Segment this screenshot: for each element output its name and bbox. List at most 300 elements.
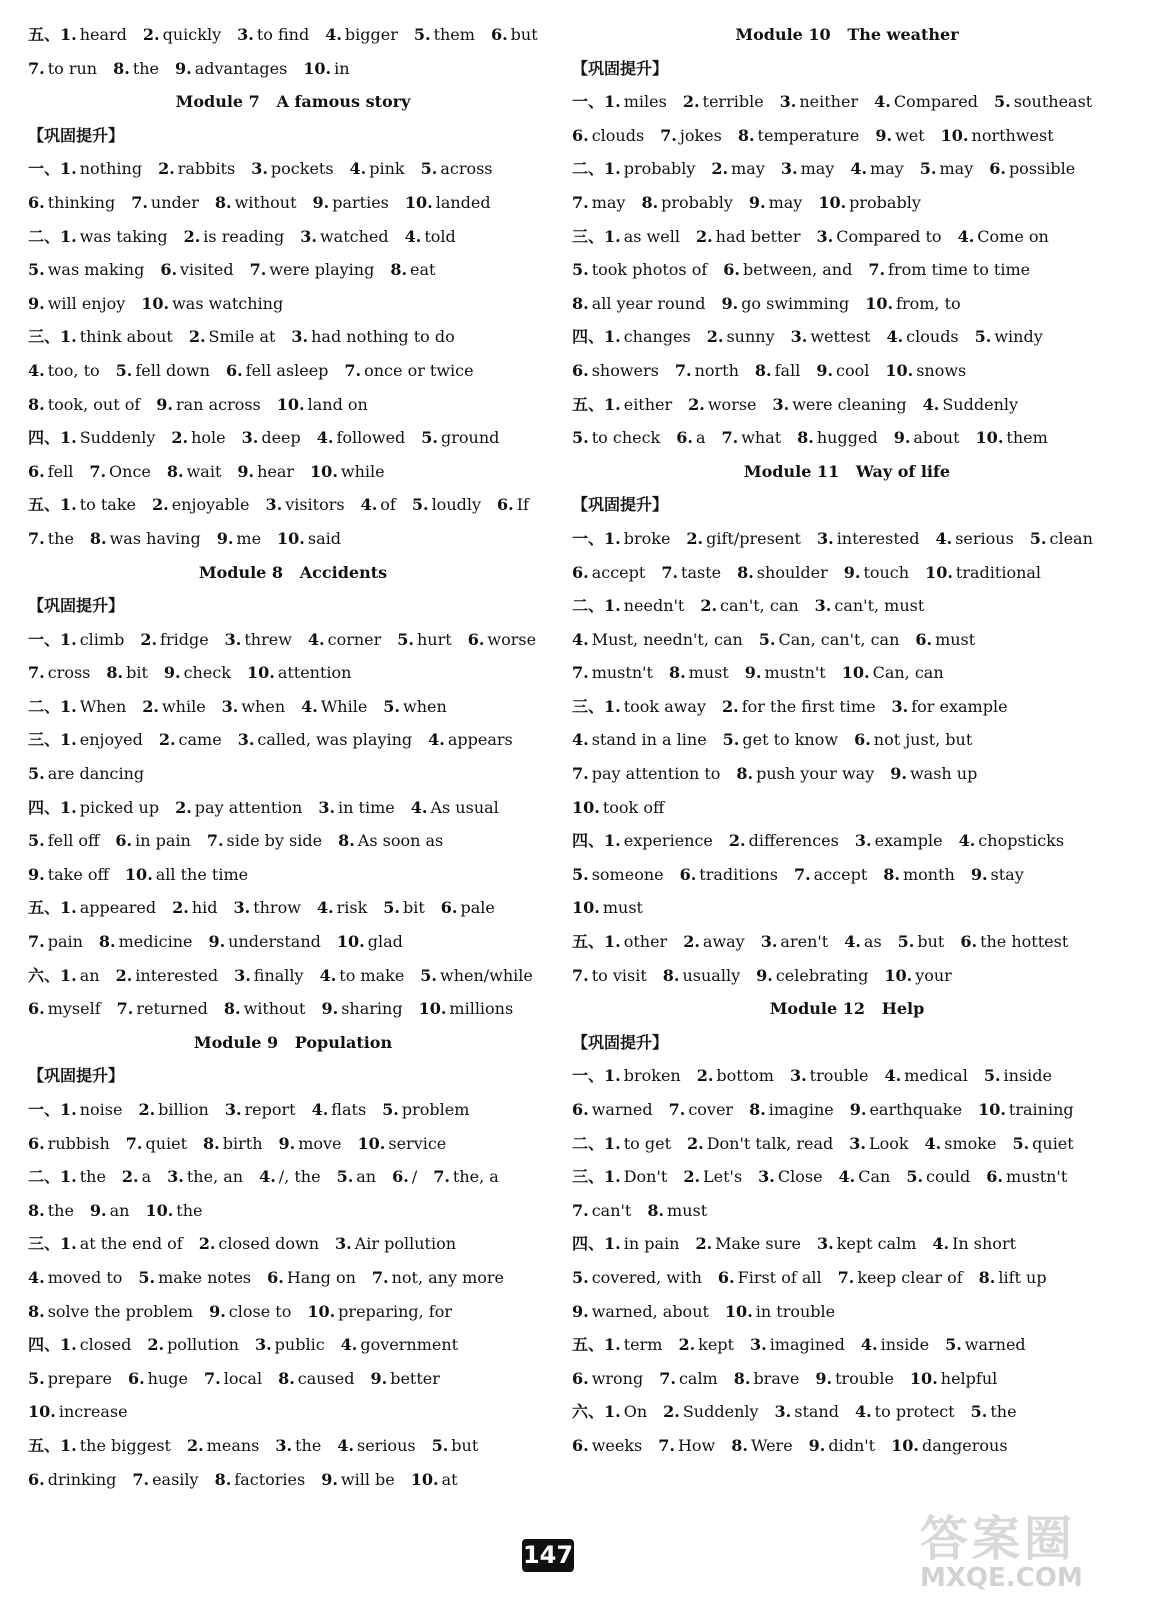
item-number: 7. [131, 192, 148, 212]
answer-text: north [694, 360, 739, 380]
answer-line [28, 1364, 558, 1398]
answer-item [215, 193, 297, 212]
item-number: 9. [893, 428, 911, 448]
answer-line [28, 625, 558, 659]
answer-item [986, 1167, 1067, 1186]
answer-item [203, 1134, 262, 1153]
answer-item [707, 327, 775, 346]
answer-item [572, 327, 691, 346]
item-number: 9. [849, 1100, 867, 1119]
item-number: 2. [171, 428, 189, 448]
answer-item [28, 25, 127, 44]
item-number: 7. [572, 764, 589, 784]
answer-text: usually [682, 965, 741, 985]
answer-item [344, 361, 473, 380]
answer-item [722, 428, 782, 447]
answer-line [28, 961, 558, 995]
answer-text: neither [799, 92, 859, 112]
item-number: 2. [138, 1100, 156, 1119]
item-number: 7. [125, 1133, 143, 1153]
answer-item [222, 697, 285, 716]
answer-item [277, 529, 341, 548]
section-heading: 【巩固提升】 [572, 58, 669, 78]
answer-text: fell [47, 461, 74, 481]
answer-item [1030, 529, 1093, 548]
item-number: 6. [28, 1133, 45, 1153]
answer-text: move [298, 1133, 342, 1153]
item-number: 3. [758, 1167, 775, 1187]
answer-text: flats [331, 1100, 367, 1119]
answer-item [405, 193, 491, 212]
module-title: Module 11 Way of life [743, 461, 951, 481]
module-title: Module 12 Help [769, 999, 925, 1019]
answer-item [28, 1302, 193, 1321]
item-number: 7. [837, 1267, 855, 1287]
item-number: 6. [160, 260, 178, 280]
item-number: 二、1. [572, 1133, 621, 1153]
answer-text: followed [336, 428, 406, 448]
answer-item [28, 159, 142, 178]
item-number: 5. [906, 1167, 924, 1187]
answer-item [572, 193, 625, 212]
answer-line [28, 390, 558, 424]
answer-item [890, 764, 977, 783]
answer-text: didn't [828, 1435, 876, 1455]
answer-item [321, 1470, 395, 1489]
answer-item [683, 1167, 742, 1186]
section-heading: 【巩固提升】 [28, 596, 125, 616]
item-number: 3. [275, 1435, 293, 1455]
answer-item [428, 730, 513, 749]
item-number: 4. [337, 1435, 354, 1455]
answer-text: took photos of [591, 260, 708, 280]
item-number: 8. [214, 192, 232, 212]
answer-item [572, 126, 644, 145]
item-number: 8. [797, 428, 814, 448]
answer-item [421, 159, 493, 178]
item-number: 3. [224, 1100, 242, 1119]
answer-text: will enjoy [47, 293, 126, 313]
answer-item [680, 865, 778, 884]
answer-item [661, 563, 721, 582]
item-number: 2. [700, 596, 718, 616]
answer-line [28, 356, 558, 390]
answer-line [572, 356, 1122, 390]
answer-item [572, 730, 707, 749]
item-number: 10. [276, 394, 305, 414]
item-number: 5. [1029, 528, 1047, 548]
item-number: 2. [188, 327, 206, 347]
answer-text: pain [47, 932, 83, 952]
answer-line [28, 1162, 558, 1196]
item-number: 10. [124, 864, 153, 884]
answer-item [267, 1268, 356, 1287]
answer-text: finally [253, 965, 304, 985]
answer-text: accept [813, 864, 868, 884]
item-number: 6. [28, 999, 45, 1019]
answer-text: was having [109, 528, 201, 548]
item-number: 9. [175, 58, 192, 78]
answer-text: Were [750, 1435, 793, 1455]
answer-text: government [360, 1335, 459, 1355]
item-number: 3. [816, 1234, 834, 1254]
answer-item [217, 529, 261, 548]
answer-text: fall [774, 360, 801, 380]
answer-item [756, 966, 868, 985]
item-number: 6. [572, 360, 589, 380]
answer-text: caused [297, 1368, 355, 1388]
answer-text: stand [794, 1402, 839, 1422]
answer-item [683, 92, 764, 111]
answer-item [780, 92, 858, 111]
answer-item [906, 1167, 970, 1186]
answer-line [28, 1263, 558, 1297]
item-number: 8. [98, 932, 116, 952]
item-number: 10. [572, 797, 600, 817]
answer-item [335, 1234, 456, 1253]
answer-text: the, an [186, 1167, 244, 1187]
answer-text: the [79, 1167, 106, 1187]
answer-text: service [388, 1133, 447, 1153]
answer-item [975, 327, 1043, 346]
answer-item [156, 395, 260, 414]
answer-item [175, 59, 287, 78]
answer-text: mustn't [1006, 1167, 1068, 1187]
answer-item [729, 831, 839, 850]
item-number: 5. [919, 159, 937, 179]
item-number: 3. [237, 730, 255, 750]
item-number: 2. [147, 1335, 165, 1355]
answer-item [28, 999, 101, 1018]
item-number: 6. [717, 1267, 735, 1287]
answer-text: easily [152, 1469, 199, 1489]
answer-text: could [926, 1167, 971, 1187]
answer-text: Can, can [872, 663, 944, 683]
answer-item [164, 663, 231, 682]
item-number: 6. [115, 831, 133, 851]
answer-item [160, 260, 233, 279]
answer-item [125, 865, 248, 884]
answer-item [237, 25, 309, 44]
item-number: 4. [860, 1335, 878, 1355]
answer-text: but [510, 25, 538, 44]
answer-text: Close [777, 1167, 823, 1187]
answer-text: smoke [944, 1133, 997, 1153]
answer-text: Don't [623, 1167, 668, 1187]
answer-text: me [236, 528, 262, 548]
answer-line [572, 893, 1122, 927]
item-number: 4. [28, 1267, 45, 1287]
item-number: 2. [696, 1066, 714, 1086]
item-number: 3. [335, 1234, 352, 1254]
item-number: 三、1. [28, 327, 77, 347]
answer-text: Compared to [836, 226, 942, 246]
answer-text: attention [277, 663, 352, 683]
answer-text: had nothing to do [311, 327, 455, 347]
answer-text: inside [1003, 1066, 1053, 1086]
answer-item [300, 227, 388, 246]
answer-item [794, 865, 867, 884]
answer-item [838, 1268, 963, 1287]
item-number: 10. [418, 999, 447, 1019]
answer-item [90, 529, 201, 548]
answer-text: pollution [167, 1335, 239, 1355]
answer-item [28, 831, 99, 850]
answer-item [736, 764, 874, 783]
answer-item [361, 495, 396, 514]
answer-item [115, 831, 190, 850]
answer-text: about [913, 428, 960, 448]
answer-text: can't [591, 1200, 632, 1220]
answer-item [397, 630, 451, 649]
answer-item [572, 1302, 709, 1321]
answer-text: while [161, 696, 206, 716]
answer-text: southeast [1013, 92, 1093, 112]
item-number: 4. [932, 1234, 950, 1254]
answer-text: other [623, 932, 668, 952]
item-number: 6. [572, 125, 589, 145]
item-number: 10. [865, 293, 894, 313]
item-number: 8. [223, 999, 241, 1019]
item-number: 3. [760, 932, 778, 952]
answer-item [143, 25, 221, 44]
answer-text: trouble [835, 1368, 894, 1388]
item-number: 6. [28, 461, 45, 481]
answer-text: will be [340, 1469, 395, 1489]
item-number: 9. [312, 192, 330, 212]
item-number: 6. [572, 1368, 589, 1388]
item-number: 4. [572, 730, 589, 750]
answer-item [815, 1369, 894, 1388]
item-number: 三、1. [572, 226, 621, 246]
answer-item [207, 831, 322, 850]
answer-item [147, 1335, 239, 1354]
answer-item [204, 1369, 262, 1388]
item-number: 9. [843, 562, 861, 582]
answer-text: wrong [591, 1368, 644, 1388]
answer-item [775, 1402, 839, 1421]
answer-item [28, 227, 168, 246]
answer-text: are dancing [47, 764, 145, 784]
answer-item [28, 630, 124, 649]
item-number: 2. [663, 1402, 680, 1422]
answer-text: enjoyed [79, 730, 143, 750]
item-number: 5. [994, 92, 1011, 112]
item-number: 8. [749, 1100, 766, 1119]
item-number: 6. [467, 629, 485, 649]
item-number: 5. [421, 428, 438, 448]
item-number: 5. [383, 898, 400, 918]
item-number: 10. [891, 1435, 919, 1455]
answer-text: increase [58, 1402, 128, 1422]
answer-text: accept [591, 562, 646, 582]
item-number: 7. [433, 1167, 450, 1187]
answer-text: not just, but [873, 730, 973, 750]
item-number: 3. [816, 528, 834, 548]
item-number: 10. [940, 125, 969, 145]
answer-item [338, 831, 443, 850]
item-number: 10. [357, 1133, 386, 1153]
answer-item [658, 1436, 715, 1455]
answer-text: took away [623, 696, 707, 716]
answer-item [749, 1100, 834, 1119]
answer-text: had better [715, 226, 801, 246]
answer-text: bigger [344, 25, 398, 44]
answer-text: When [79, 696, 127, 716]
answer-item [28, 1134, 110, 1153]
item-number: 3. [251, 159, 268, 179]
answer-item [159, 730, 222, 749]
answer-item [117, 999, 208, 1018]
item-number: 7. [660, 125, 677, 145]
answer-text: cover [688, 1100, 734, 1119]
answer-text: traditional [955, 562, 1042, 582]
answer-item [883, 865, 955, 884]
answer-text: prepare [47, 1368, 112, 1388]
answer-item [116, 966, 219, 985]
answer-text: to check [591, 428, 661, 448]
answer-line [28, 860, 558, 894]
answer-text: drinking [47, 1469, 117, 1489]
answer-item [669, 663, 729, 682]
answer-item [138, 1100, 208, 1119]
answer-text: gift/present [706, 528, 801, 548]
answer-text: serious [955, 528, 1014, 548]
answer-text: came [178, 730, 222, 750]
item-number: 2. [121, 1167, 139, 1187]
module-title: Module 8 Accidents [198, 562, 388, 582]
answer-item [976, 428, 1048, 447]
answer-item [250, 260, 375, 279]
answer-text: Can, can't, can [778, 629, 900, 649]
item-number: 7. [132, 1469, 150, 1489]
answer-text: pale [460, 898, 495, 918]
answer-text: moved to [47, 1267, 123, 1287]
answer-text: a [141, 1167, 152, 1187]
answer-text: chopsticks [978, 831, 1065, 851]
item-number: 5. [420, 159, 438, 179]
answer-item [208, 932, 320, 951]
answer-text: traditions [699, 864, 778, 884]
answer-line [572, 289, 1122, 323]
item-number: 9. [321, 999, 339, 1019]
answer-item [432, 1436, 479, 1455]
item-number: 六、1. [572, 1402, 621, 1422]
answer-text: heard [79, 25, 127, 44]
item-number: 7. [668, 1100, 686, 1119]
answer-line [28, 893, 558, 927]
answer-item [131, 193, 199, 212]
answer-text: public [274, 1335, 325, 1355]
answer-item [419, 999, 514, 1018]
answer-text: Suddenly [79, 428, 156, 448]
answer-text: fell off [47, 831, 100, 851]
item-number: 2. [172, 898, 189, 918]
answer-item [572, 1402, 647, 1421]
answer-item [675, 361, 739, 380]
answer-text: solve the problem [47, 1301, 194, 1321]
answer-item [572, 630, 743, 649]
answer-line [28, 1330, 558, 1364]
answer-item [855, 1402, 955, 1421]
item-number: 5. [572, 428, 589, 448]
answer-text: month [902, 864, 955, 884]
answer-text: helpful [940, 1368, 998, 1388]
item-number: 2. [115, 965, 133, 985]
answer-text: your [915, 965, 952, 985]
item-number: 8. [662, 965, 680, 985]
answer-text: across [440, 159, 493, 179]
answer-text: As soon as [357, 831, 444, 851]
answer-item [815, 596, 925, 615]
item-number: 2. [722, 696, 739, 716]
answer-item [89, 462, 151, 481]
answer-item [695, 1234, 801, 1253]
item-number: 五、1. [572, 394, 621, 414]
answer-text: the [47, 528, 74, 548]
answer-item [251, 159, 333, 178]
answer-line [28, 423, 558, 457]
answer-text: Once [109, 461, 151, 481]
answer-text: In short [952, 1234, 1017, 1254]
answer-item [167, 1167, 243, 1186]
answer-line [572, 860, 1122, 894]
answer-text: fell down [135, 360, 210, 380]
item-number: 8. [203, 1133, 220, 1153]
item-number: 10. [885, 360, 914, 380]
item-number: 三、1. [28, 1234, 77, 1254]
answer-text: imagined [769, 1335, 845, 1355]
item-number: 2. [140, 629, 158, 649]
item-number: 4. [316, 898, 334, 918]
answer-text: while [340, 461, 385, 481]
answer-text: Make sure [715, 1234, 801, 1254]
answer-item [868, 260, 1030, 279]
answer-text: warned [964, 1335, 1026, 1355]
answer-item [791, 327, 871, 346]
item-number: 5. [383, 696, 400, 716]
item-number: 四、1. [572, 327, 621, 347]
answer-text: for the first time [741, 696, 876, 716]
answer-item [116, 361, 210, 380]
answer-item [172, 898, 217, 917]
answer-text: hugged [816, 428, 878, 448]
answer-line [572, 1330, 1122, 1364]
answer-text: a [695, 428, 706, 448]
item-number: 2. [158, 159, 175, 179]
answer-item [242, 428, 301, 447]
answer-line [572, 188, 1122, 222]
answer-item [910, 1369, 997, 1388]
answer-line [572, 793, 1122, 827]
answer-text: advantages [194, 58, 288, 78]
item-number: 6. [28, 1469, 45, 1489]
answer-text: not, any more [391, 1267, 505, 1287]
answer-text: training [1008, 1100, 1074, 1119]
item-number: 7. [868, 260, 886, 280]
answer-line [28, 759, 558, 793]
item-number: 3. [167, 1167, 184, 1187]
answer-line [572, 322, 1122, 356]
answer-line [572, 1229, 1122, 1263]
item-number: 2. [711, 159, 729, 179]
answer-text: all the time [155, 864, 249, 884]
answer-item [128, 1369, 188, 1388]
item-number: 10. [141, 293, 170, 313]
answer-line [28, 222, 558, 256]
item-number: 6. [960, 932, 978, 952]
answer-text: wait [186, 461, 222, 481]
